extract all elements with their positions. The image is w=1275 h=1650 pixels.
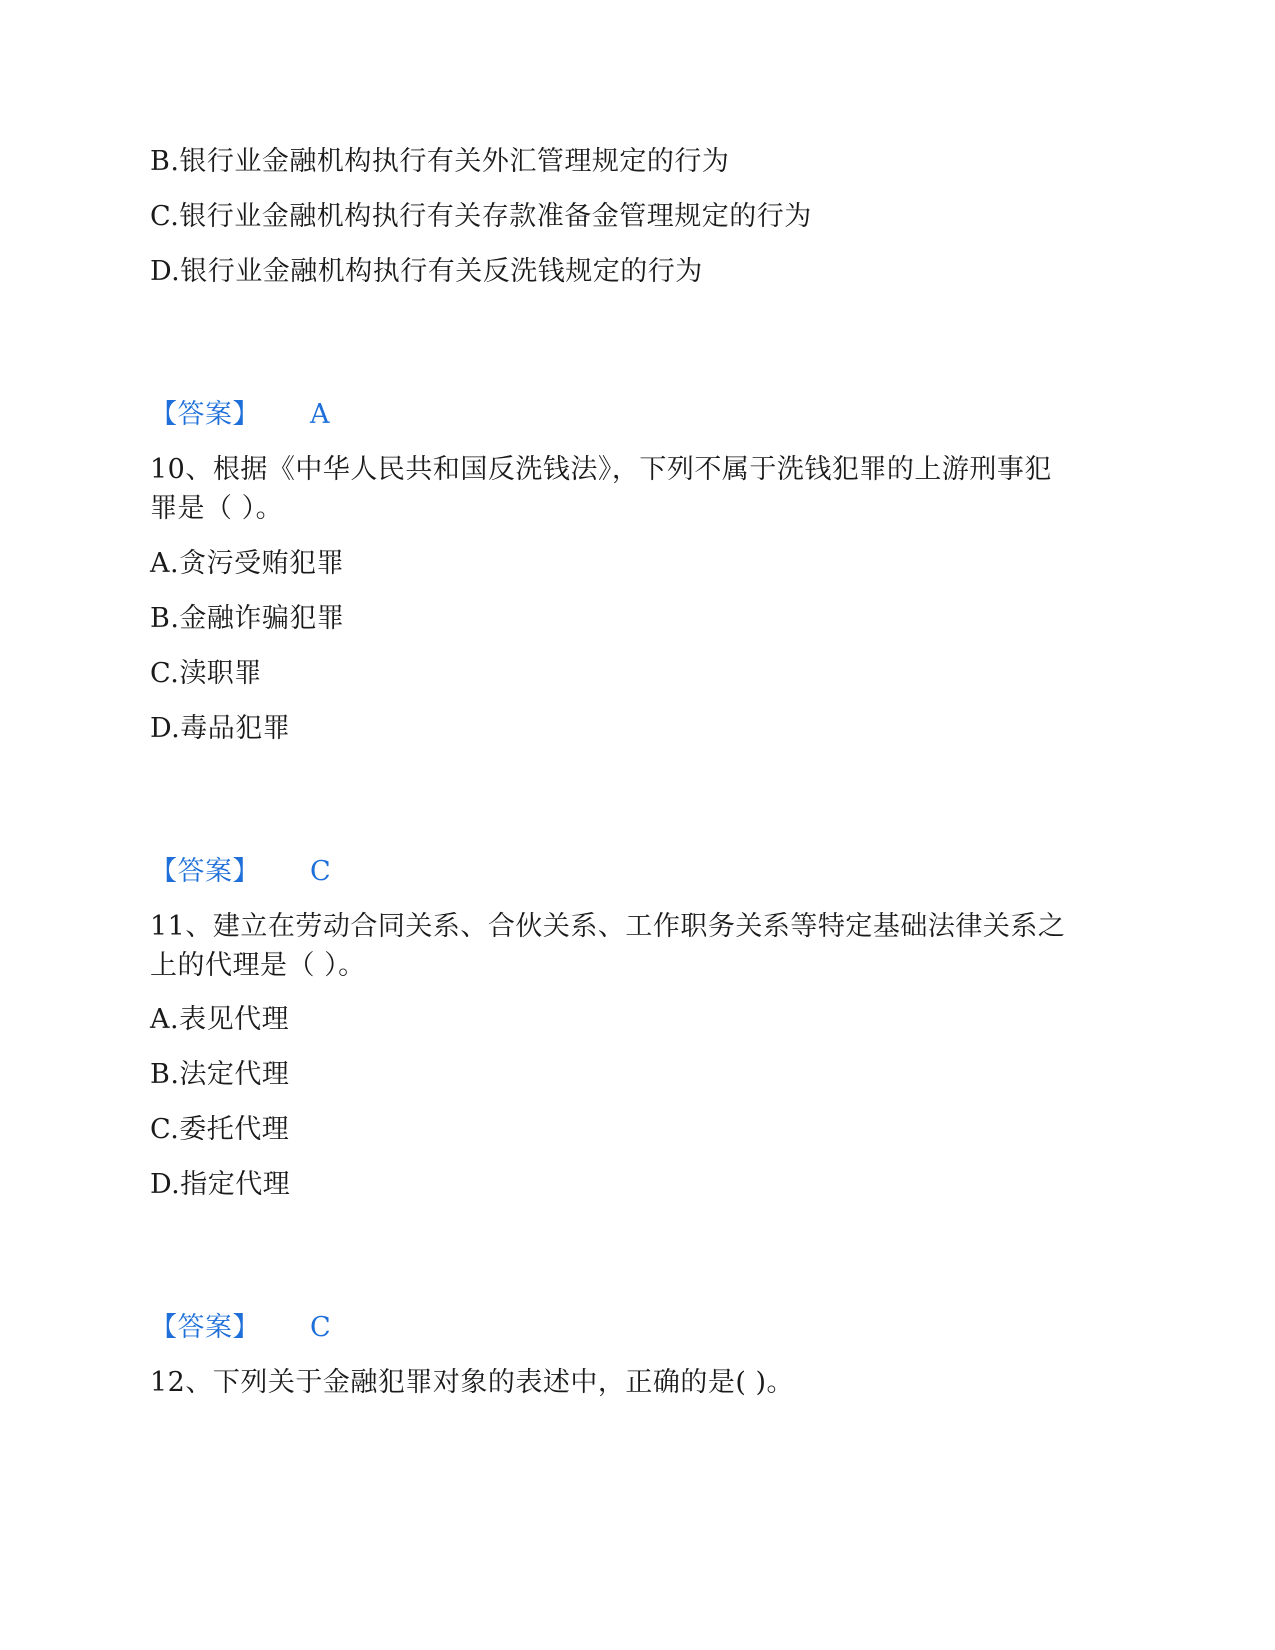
q11-answer-value: C [310,1312,332,1343]
q11-answer-label: 【答案】 [150,1312,260,1343]
q11-stem-line2: 上的代理是（ ）。 [150,950,366,981]
q10-option-b: B.金融诈骗犯罪 [150,603,345,634]
q11-answer-row [150,1311,331,1345]
q9-option-d: D.银行业金融机构执行有关反洗钱规定的行为 [150,256,703,287]
q11-option-d: D.指定代理 [150,1169,291,1200]
q9-answer-label: 【答案】 [150,399,260,430]
q10-stem-line2: 罪是（ ）。 [150,493,284,524]
q11-stem-line1: 11、建立在劳动合同关系、合伙关系、工作职务关系等特定基础法律关系之 [150,911,1066,942]
q10-answer-row [150,855,331,889]
q12-stem-line1: 12、下列关于金融犯罪对象的表述中，正确的是( )。 [150,1367,795,1398]
q9-option-b: B.银行业金融机构执行有关外汇管理规定的行为 [150,146,730,177]
q11-option-a: A.表见代理 [150,1004,290,1035]
q9-answer-row [150,398,330,432]
q10-option-a: A.贪污受贿犯罪 [150,548,345,579]
q10-option-d: D.毒品犯罪 [150,713,291,744]
q9-option-c: C.银行业金融机构执行有关存款准备金管理规定的行为 [150,201,812,232]
q10-answer-label: 【答案】 [150,856,260,887]
q11-option-c: C.委托代理 [150,1114,290,1145]
q9-answer-value: A [310,399,330,430]
q10-option-c: C.渎职罪 [150,658,262,689]
q10-answer-value: C [310,856,332,887]
q10-stem-line1: 10、根据《中华人民共和国反洗钱法》，下列不属于洗钱犯罪的上游刑事犯 [150,454,1052,485]
q11-option-b: B.法定代理 [150,1059,290,1090]
